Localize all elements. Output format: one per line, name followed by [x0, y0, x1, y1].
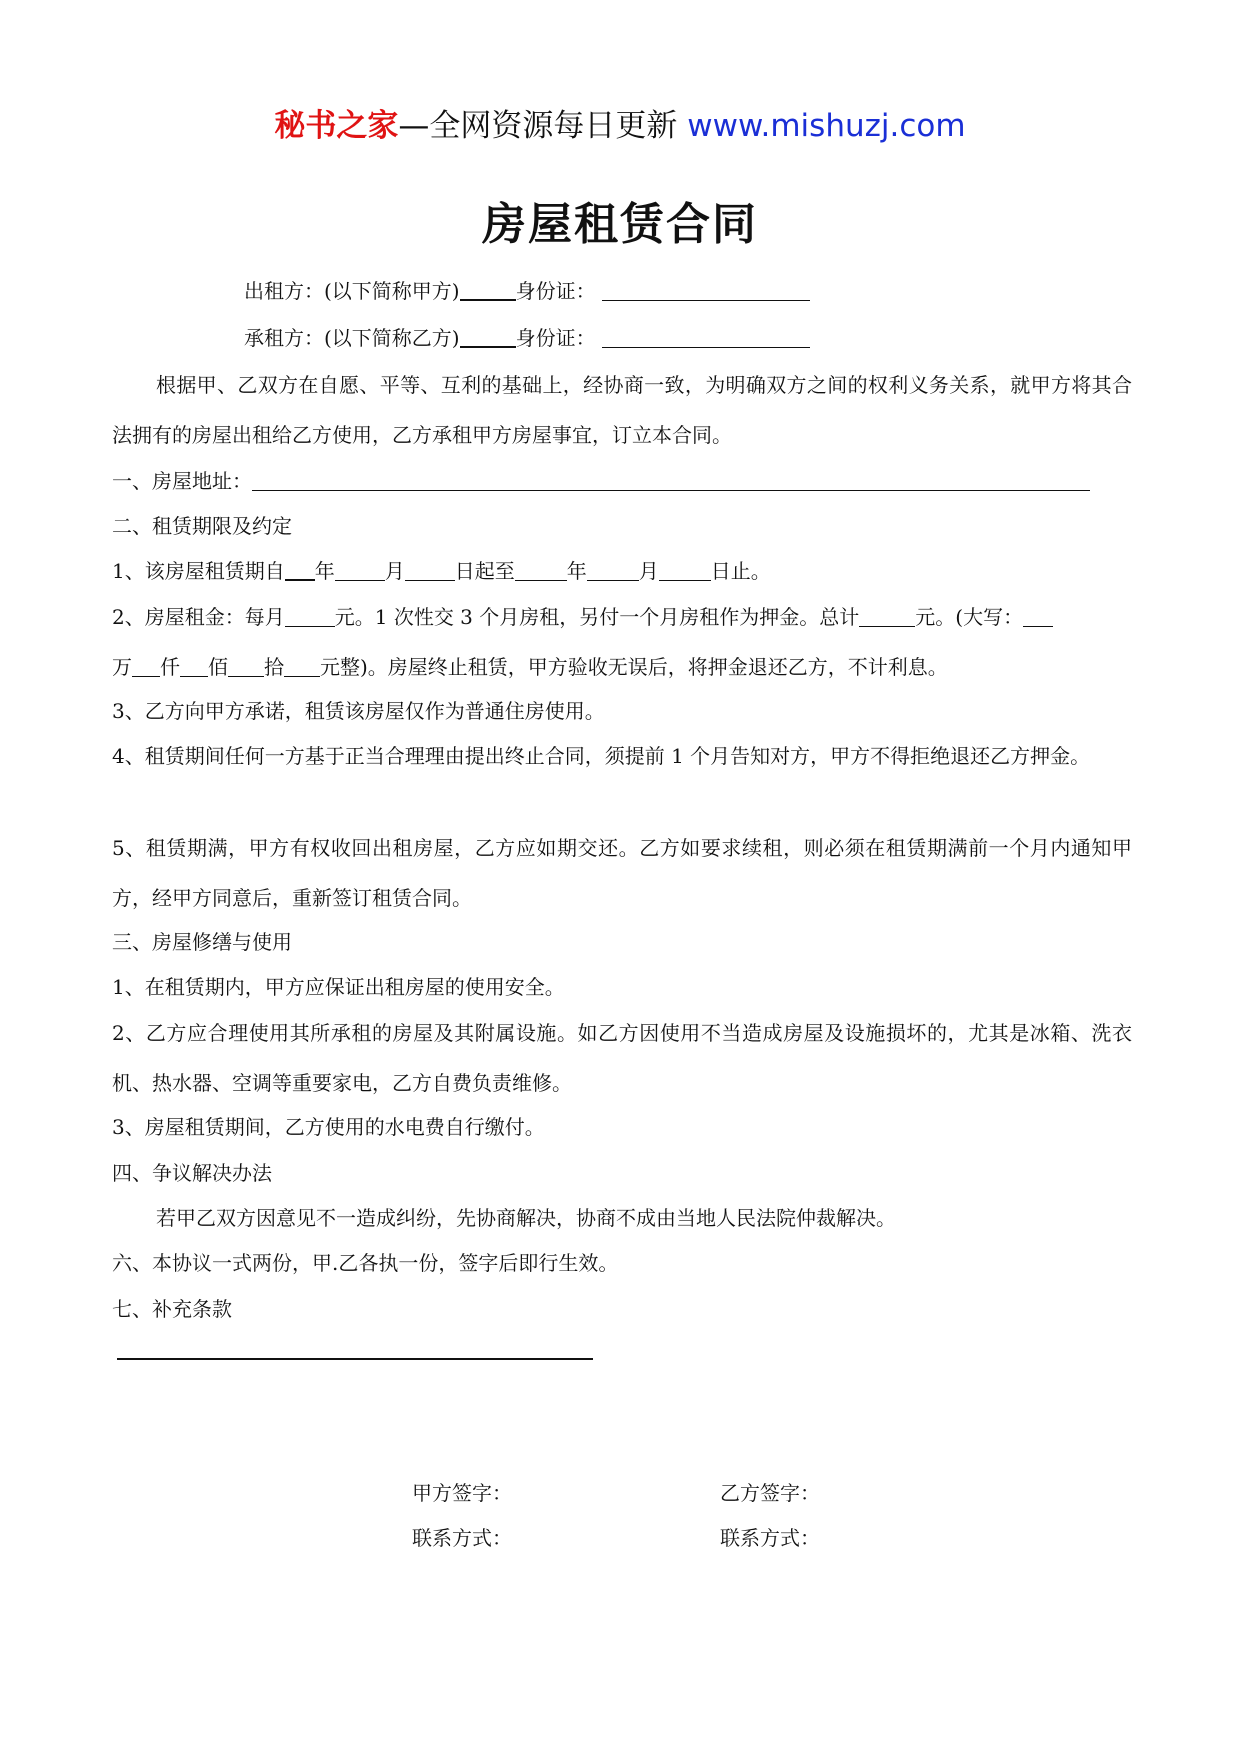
lessee-name-blank[interactable]: [460, 324, 516, 348]
clause-3-3: 3、房屋租赁期间，乙方使用的水电费自行缴付。: [112, 1115, 545, 1139]
clause-3-1: 1、在租赁期内，甲方应保证出租房屋的使用安全。: [112, 975, 565, 999]
lessee-line: [244, 313, 1240, 363]
end-month-blank[interactable]: [587, 558, 639, 581]
brand-name: 秘书之家: [274, 108, 399, 144]
lessor-id-label: 身份证：: [515, 279, 596, 303]
total-amount-blank[interactable]: [859, 604, 915, 627]
lessor-name-blank[interactable]: [460, 277, 516, 301]
section-4-heading: 四、争议解决办法: [112, 1161, 272, 1185]
shi-blank[interactable]: [228, 654, 264, 677]
section-2-heading: 二、租赁期限及约定: [112, 514, 292, 538]
party-b-contact-label: 联系方式：: [720, 1526, 820, 1550]
party-b-sign-label: 乙方签字：: [720, 1481, 820, 1505]
rent-text-d: 元整)。房屋终止租赁，甲方验收无误后，将押金退还乙方，不计利息。: [320, 655, 948, 679]
rent-text-b: 元。1 次性交 3 个月房租，另付一个月房租作为押金。总计: [334, 605, 860, 629]
start-day-blank[interactable]: [405, 558, 455, 581]
start-month-blank[interactable]: [335, 558, 385, 581]
page-title: 房屋租赁合同: [482, 199, 758, 250]
qian-blank[interactable]: [132, 654, 160, 677]
section-6: 六、本协议一式两份，甲.乙各执一份，签字后即行生效。: [112, 1251, 619, 1275]
wan-label: 万: [112, 655, 132, 679]
clause-2-4: 4、租赁期间任何一方基于正当合理理由提出终止合同，须提前 1 个月告知对方，甲方不得拒绝退还乙方押金。: [112, 744, 1091, 768]
rent-text-c: 元。(大写：: [915, 605, 1024, 629]
yuan-blank[interactable]: [284, 654, 320, 677]
clause-2-2-rent: [112, 592, 1132, 692]
end-year-blank[interactable]: [515, 558, 567, 581]
clause-2-5: 5、租赁期满，甲方有权收回出租房屋，乙方应如期交还。乙方如要求续租，则必须在租赁期满前一个月内通知甲方，经甲方同意后，重新签订租赁合同。: [112, 836, 1132, 910]
section-7-heading: 七、补充条款: [112, 1297, 232, 1321]
month-label-2: 月: [638, 559, 659, 583]
lessor-label: 出租方：(以下简称甲方): [244, 279, 460, 303]
address-label: 一、房屋地址：: [112, 469, 252, 493]
clause-2-3: 3、乙方向甲方承诺，租赁该房屋仅作为普通住房使用。: [112, 699, 605, 723]
end-label: 日止。: [710, 559, 771, 583]
end-day-blank[interactable]: [659, 558, 711, 581]
clause-3-2: 2、乙方应合理使用其所承租的房屋及其附属设施。如乙方因使用不当造成房屋及设施损坏的，尤其是冰箱、洗衣机、热水器、空调等重要家电，乙方自费负责维修。: [112, 1021, 1132, 1095]
clause-2-1-term: [112, 546, 1132, 596]
year-label-2: 年: [566, 559, 587, 583]
lessor-id-blank[interactable]: [602, 278, 810, 301]
lessee-id-label: 身份证：: [515, 326, 596, 350]
intro-paragraph: 根据甲、乙双方在自愿、平等、互利的基础上，经协商一致，为明确双方之间的权利义务关系，就甲方将其合法拥有的房屋出租给乙方使用，乙方承租甲方房屋事宜，订立本合同。: [112, 373, 1132, 447]
section-4-body: 若甲乙双方因意见不一造成纠纷，先协商解决，协商不成由当地人民法院仲裁解决。: [156, 1206, 896, 1230]
day-to-label: 日起至: [454, 559, 515, 583]
wan-blank[interactable]: [1023, 604, 1053, 627]
lessee-label: 承租方：(以下简称乙方): [244, 326, 460, 350]
month-label: 月: [384, 559, 405, 583]
section-3-heading: 三、房屋修缮与使用: [112, 930, 292, 954]
start-year-blank[interactable]: [285, 557, 315, 581]
lessee-id-blank[interactable]: [602, 325, 810, 348]
address-blank[interactable]: [252, 468, 1090, 491]
year-label: 年: [314, 559, 335, 583]
banner-url[interactable]: www.mishuzj.com: [687, 108, 966, 144]
supplementary-terms-blank[interactable]: [117, 1358, 593, 1360]
section-1-address: [112, 456, 1132, 506]
monthly-rent-blank[interactable]: [285, 604, 335, 627]
lessor-line: [244, 266, 1240, 316]
qian-label: 仟: [160, 655, 180, 679]
banner-tagline: —全网资源每日更新: [398, 108, 678, 144]
site-banner: [0, 100, 1240, 145]
party-a-contact-label: 联系方式：: [412, 1526, 512, 1550]
term-from-text: 1、该房屋租赁期自: [112, 559, 285, 583]
rent-text-a: 2、房屋租金：每月: [112, 605, 285, 629]
shi-label: 拾: [264, 655, 284, 679]
bai-blank[interactable]: [180, 654, 208, 677]
bai-label: 佰: [208, 655, 228, 679]
party-a-sign-label: 甲方签字：: [412, 1481, 512, 1505]
